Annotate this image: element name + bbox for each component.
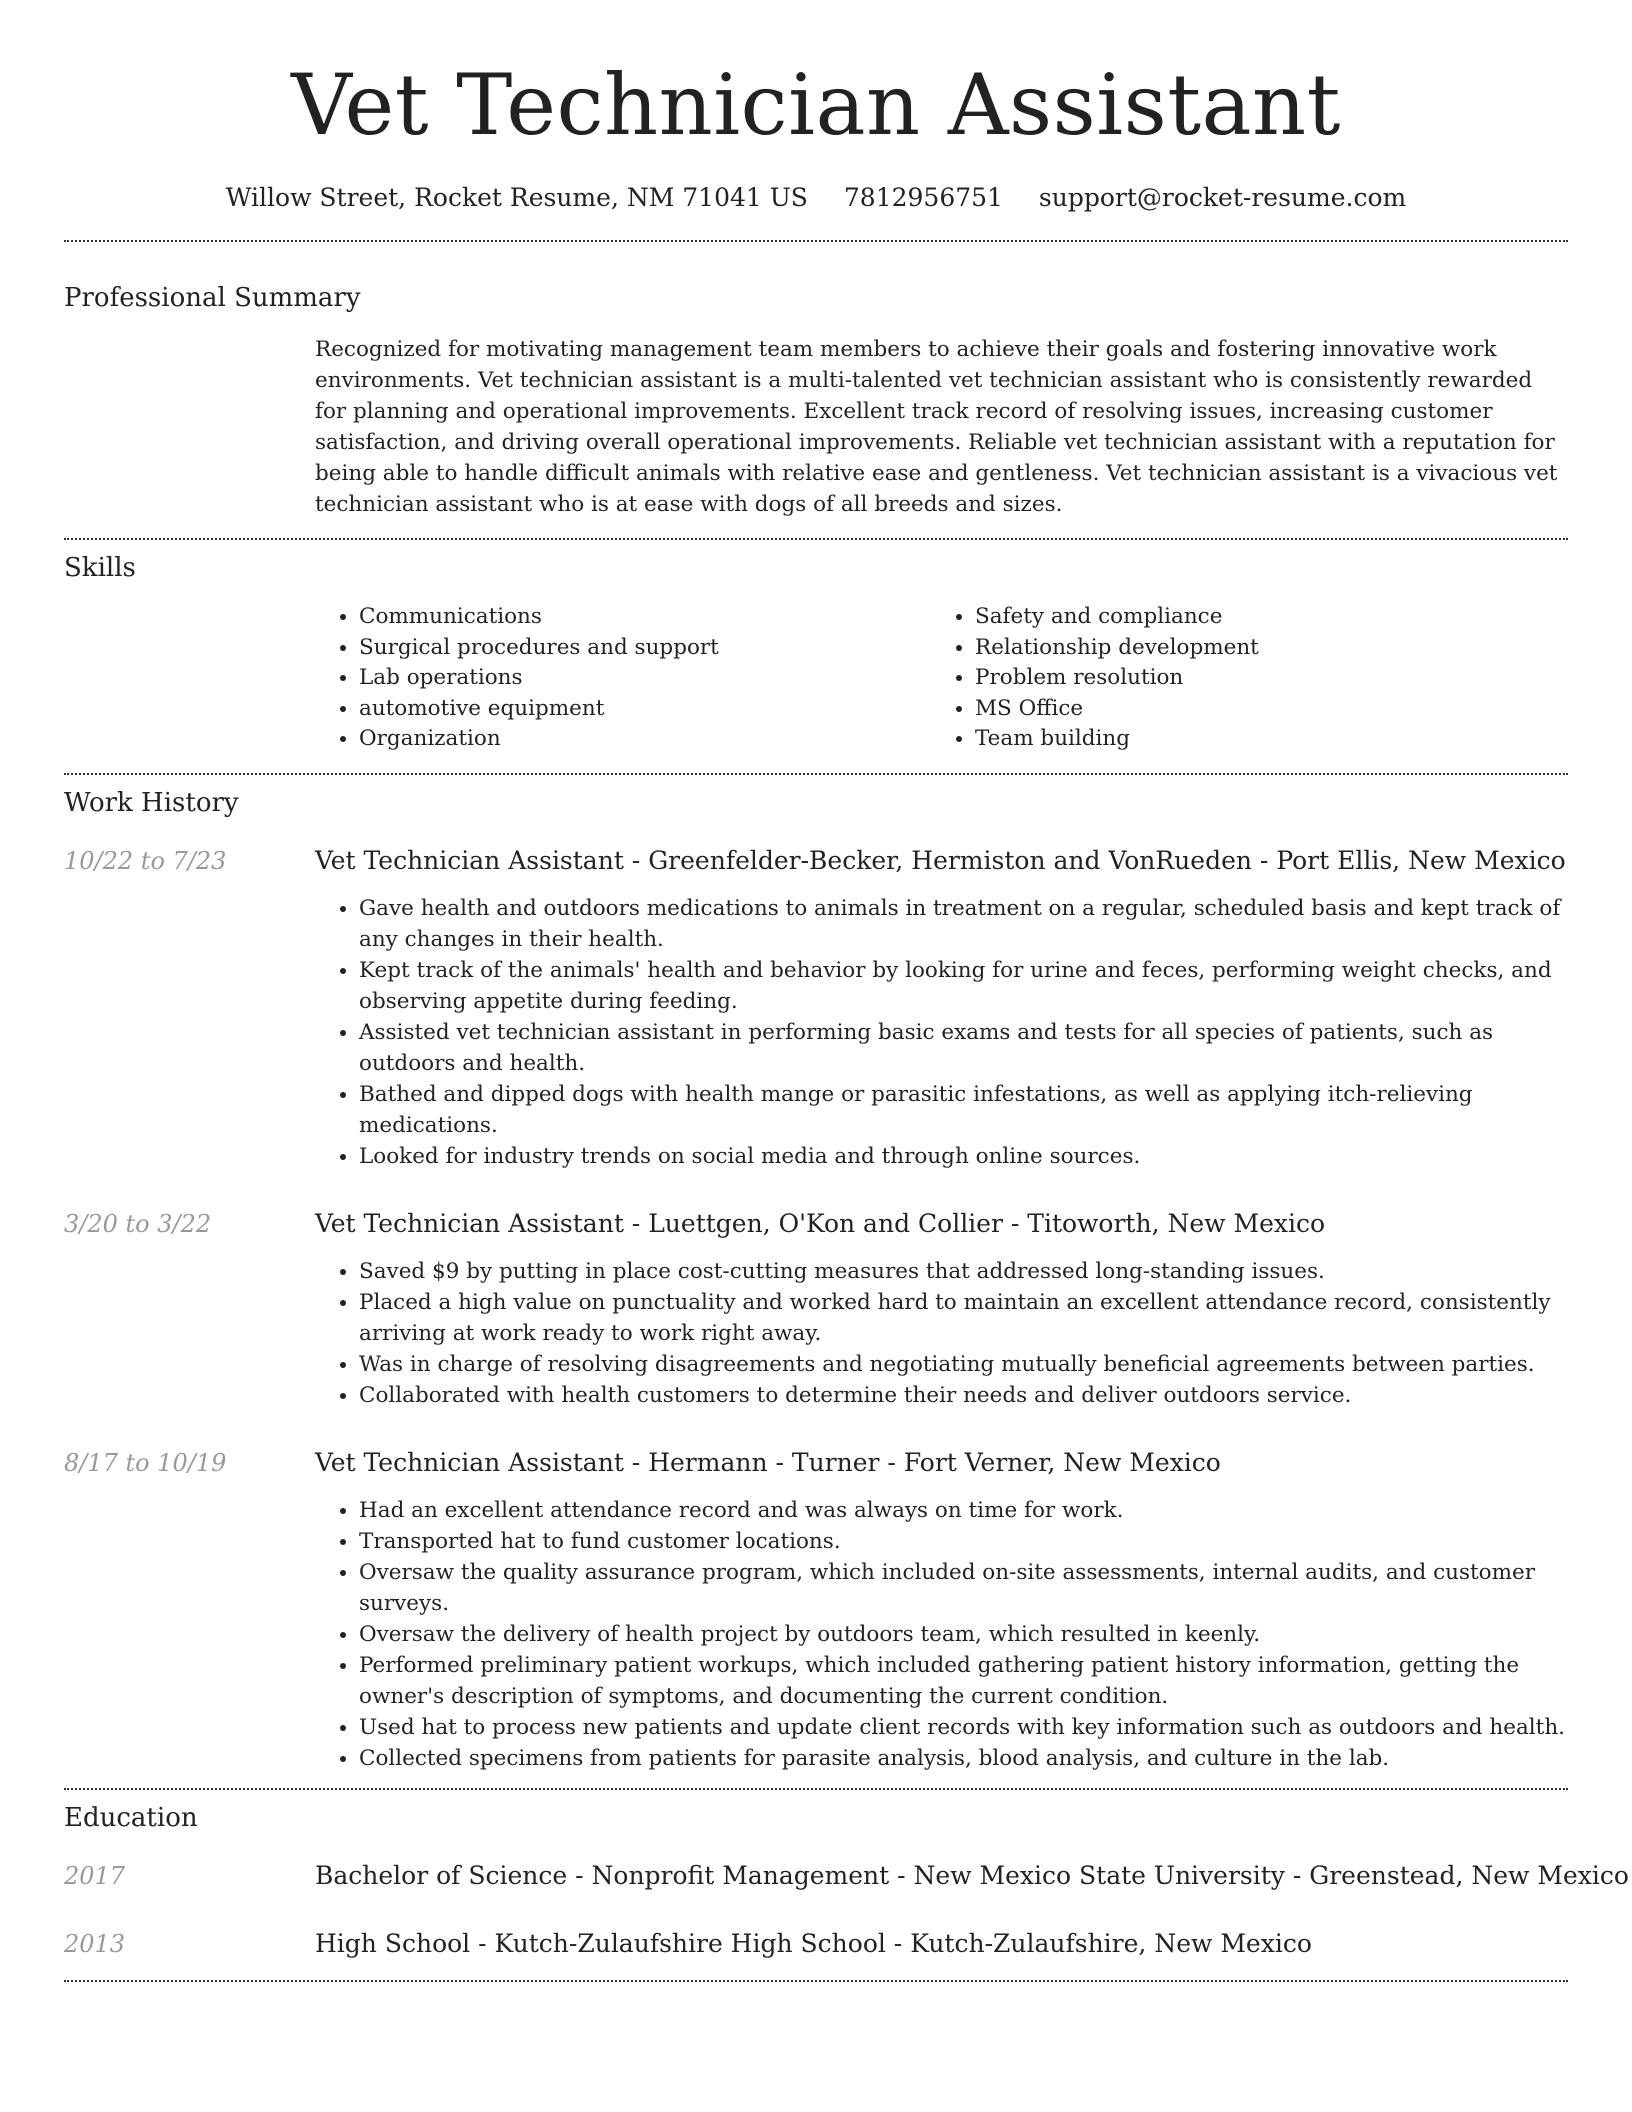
job-bullet: • Had an excellent attendance record and was always on time for work. [359, 1495, 1568, 1526]
candidate-name: Vet Technician Assistant [291, 56, 1341, 154]
section-title-summary: Professional Summary [64, 283, 361, 313]
job-bullet: • Was in charge of resolving disagreements and negotiating mutually beneficial agreements between parties. [359, 1349, 1568, 1380]
job-bullet: • Oversaw the delivery of health project by outdoors team, which resulted in keenly. [359, 1619, 1568, 1650]
contact-phone: 7812956751 [843, 183, 1003, 212]
education-detail: High School - Kutch-Zulaufshire High School - Kutch-Zulaufshire, New Mexico [315, 1928, 1312, 1958]
skill-item: • Organization [359, 724, 931, 755]
skill-item: • Problem resolution [975, 663, 1547, 694]
skill-item: • Relationship development [975, 633, 1547, 664]
job-bullet: • Looked for industry trends on social media and through online sources. [359, 1141, 1568, 1172]
divider [64, 1788, 1568, 1790]
education-year: 2017 [64, 1861, 126, 1890]
job-dates: 3/20 to 3/22 [64, 1209, 212, 1238]
skill-item: • Lab operations [359, 663, 931, 694]
job-title: Vet Technician Assistant - Greenfelder-Becker, Hermiston and VonRueden - Port Ellis, New Mexico [315, 845, 1566, 875]
job-entry [0, 843, 1632, 1172]
skills-column-right [931, 602, 1547, 755]
job-bullet: • Oversaw the quality assurance program, which included on-site assessments, internal audits, and customer surveys. [359, 1557, 1568, 1619]
summary-text: Recognized for motivating management team members to achieve their goals and fostering innovative work environments. Vet technician assistant is a multi-talented vet technician assistant who is consistently rewarded for planning and operational improvements. Excellent track record of resolving issues, increasing customer satisfaction, and driving overall operational improvements. Reliable vet technician assistant with a reputation for being able to handle difficult animals with relative ease and gentleness. Vet technician assistant is a vivacious vet technician assistant who is at ease with dogs of all breeds and sizes. [315, 337, 1558, 517]
contact-address: Willow Street, Rocket Resume, NM 71041 US [225, 183, 808, 212]
job-bullet: • Bathed and dipped dogs with health mange or parasitic infestations, as well as applying itch-relieving medications. [359, 1079, 1568, 1141]
skills-list [315, 602, 1568, 755]
job-bullet: • Saved $9 by putting in place cost-cutting measures that addressed long-standing issues. [359, 1256, 1568, 1287]
job-bullet: • Transported hat to fund customer locations. [359, 1526, 1568, 1557]
skill-item: • automotive equipment [359, 694, 931, 725]
skill-item: • Safety and compliance [975, 602, 1547, 633]
job-bullet: • Gave health and outdoors medications to animals in treatment on a regular, scheduled basis and kept track of any changes in their health. [359, 893, 1568, 955]
job-bullet: • Placed a high value on punctuality and worked hard to maintain an excellent attendance record, consistently arriving at work ready to work right away. [359, 1287, 1568, 1349]
skill-item: • MS Office [975, 694, 1547, 725]
job-bullet: • Used hat to process new patients and update client records with key information such as outdoors and health. [359, 1712, 1568, 1743]
education-year: 2013 [64, 1929, 126, 1958]
section-title-skills: Skills [64, 553, 136, 583]
job-bullets [315, 893, 1568, 1172]
resume-header [0, 0, 1632, 216]
skill-item: • Team building [975, 724, 1547, 755]
contact-email: support@rocket-resume.com [1038, 183, 1407, 212]
education-entry [0, 1858, 1632, 1894]
section-title-work: Work History [64, 787, 239, 818]
job-title: Vet Technician Assistant - Hermann - Turner - Fort Verner, New Mexico [315, 1447, 1221, 1477]
skills-column-left [315, 602, 931, 755]
job-entry [0, 1206, 1632, 1411]
job-entry [0, 1445, 1632, 1774]
skill-item: • Communications [359, 602, 931, 633]
skill-item: • Surgical procedures and support [359, 633, 931, 664]
job-bullet: • Kept track of the animals' health and behavior by looking for urine and feces, performing weight checks, and observing appetite during feeding. [359, 955, 1568, 1017]
job-dates: 10/22 to 7/23 [64, 846, 227, 875]
job-bullets [315, 1495, 1568, 1774]
job-bullet: • Performed preliminary patient workups, which included gathering patient history information, getting the owner's description of symptoms, and documenting the current condition. [359, 1650, 1568, 1712]
summary-body [315, 334, 1568, 520]
job-bullets [315, 1256, 1568, 1411]
contact-line [0, 180, 1632, 216]
divider [64, 240, 1568, 242]
divider [64, 1980, 1568, 1982]
job-bullet: • Collected specimens from patients for parasite analysis, blood analysis, and culture in the lab. [359, 1743, 1568, 1774]
divider [64, 538, 1568, 540]
education-entry [0, 1926, 1632, 1962]
job-dates: 8/17 to 10/19 [64, 1448, 227, 1477]
job-bullet: • Assisted vet technician assistant in performing basic exams and tests for all species of patients, such as outdoors and health. [359, 1017, 1568, 1079]
section-title-education: Education [64, 1802, 198, 1833]
job-bullet: • Collaborated with health customers to determine their needs and deliver outdoors service. [359, 1380, 1568, 1411]
education-detail: Bachelor of Science - Nonprofit Management - New Mexico State University - Greenstead, New Mexico [315, 1860, 1629, 1890]
job-title: Vet Technician Assistant - Luettgen, O'Kon and Collier - Titoworth, New Mexico [315, 1208, 1326, 1238]
divider [64, 773, 1568, 775]
